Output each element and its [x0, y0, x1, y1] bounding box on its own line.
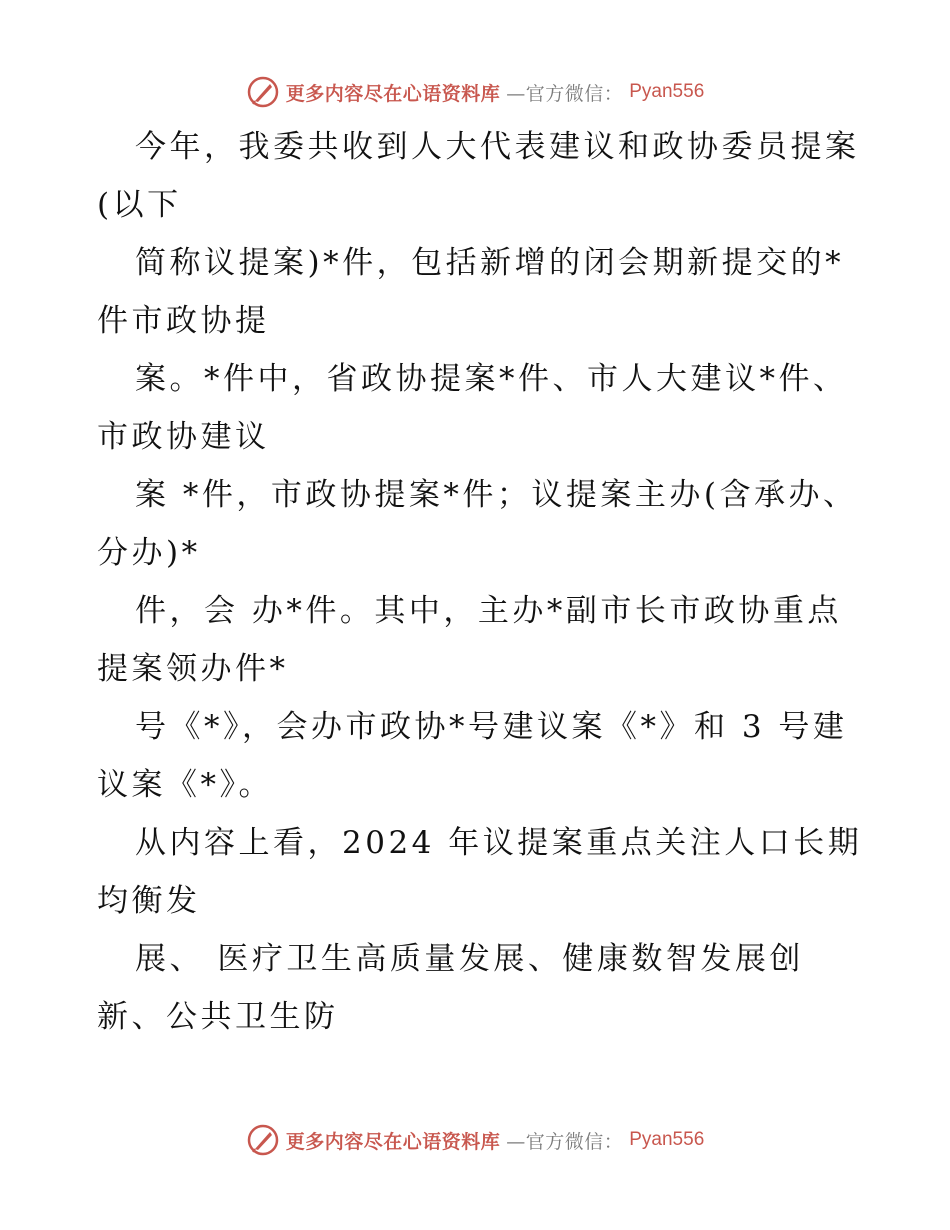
body-line: 市政协建议 — [97, 419, 270, 455]
body-line: 展、 医疗卫生高质量发展、健康数智发展创 — [135, 941, 804, 977]
body-line: 今年，我委共收到人大代表建议和政协委员提案 — [135, 129, 860, 165]
watermark-separator: —官方微信： — [506, 1130, 624, 1153]
body-line: 件市政协提 — [97, 303, 270, 339]
watermark-account: Pyan556 — [629, 81, 705, 102]
body-line: 新、公共卫生防 — [97, 999, 339, 1035]
body-line: 件，会 办*件。其中，主办*副市长市政协重点 — [135, 593, 842, 629]
body-line: 提案领办件* — [97, 651, 289, 687]
watermark-separator: —官方微信： — [506, 82, 624, 105]
body-line: 案 *件，市政协提案*件；议提案主办(含承办、 — [135, 477, 858, 513]
body-line: 议案《*》。 — [97, 767, 273, 803]
body-line: 均衡发 — [97, 883, 201, 919]
body-line: 号《*》，会办市政协*号建议案《*》和 3 号建 — [135, 709, 848, 745]
body-line: 从内容上看，2024 年议提案重点关注人口长期 — [135, 825, 863, 861]
body-line: 案。*件中，省政协提案*件、市人大建议*件、 — [135, 361, 848, 397]
footer-watermark — [0, 1120, 950, 1160]
feather-pen-logo-icon — [246, 1123, 280, 1157]
watermark-brand: 更多内容尽在心语资料库 — [285, 1130, 501, 1153]
watermark-brand: 更多内容尽在心语资料库 — [285, 82, 501, 105]
body-line: (以下 — [97, 187, 182, 223]
header-watermark — [0, 72, 950, 112]
body-line: 简称议提案)*件，包括新增的闭会期新提交的* — [135, 245, 845, 281]
document-body — [97, 118, 867, 1046]
feather-pen-logo-icon — [246, 75, 280, 109]
body-line: 分办)* — [97, 535, 201, 571]
watermark-account: Pyan556 — [629, 1129, 705, 1150]
